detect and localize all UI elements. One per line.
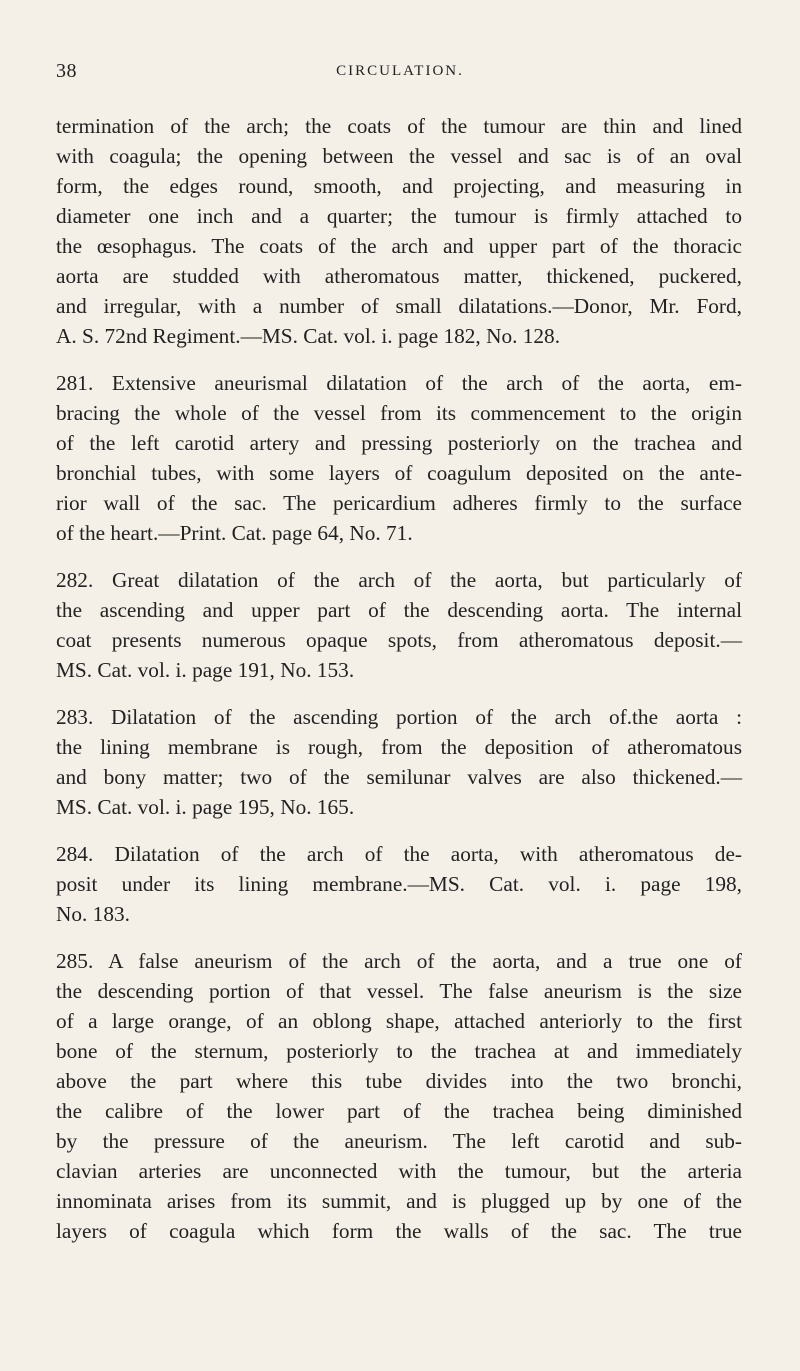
text-line: the œsophagus. The coats of the arch and upper part of the thoracic [56, 234, 742, 258]
paragraph-283 [56, 702, 742, 822]
text-line: posit under its lining membrane.—MS. Cat. vol. i. page 198, [56, 872, 742, 896]
text-line: rior wall of the sac. The pericardium adheres firmly to the surface [56, 491, 742, 515]
text-line: No. 183. [56, 902, 130, 926]
text-line: MS. Cat. vol. i. page 191, No. 153. [56, 658, 355, 682]
paragraph-282 [56, 565, 742, 685]
text-line: 282. Great dilatation of the arch of the aorta, but particularly of [56, 568, 742, 592]
text-line: of a large orange, of an oblong shape, attached anteriorly to the first [56, 1009, 742, 1033]
text-line: innominata arises from its summit, and is plugged up by one of the [56, 1189, 742, 1213]
text-line: A. S. 72nd Regiment.—MS. Cat. vol. i. page 182, No. 128. [56, 324, 561, 348]
page-body [56, 111, 742, 1246]
text-line: above the part where this tube divides into the two bronchi, [56, 1069, 742, 1093]
text-line: clavian arteries are unconnected with the tumour, but the arteria [56, 1159, 742, 1183]
text-line: bone of the sternum, posteriorly to the trachea at and immediately [56, 1039, 742, 1063]
paragraph-285 [56, 946, 742, 1246]
text-line: and irregular, with a number of small dilatations.—Donor, Mr. Ford, [56, 294, 742, 318]
text-line: coat presents numerous opaque spots, from atheromatous deposit.— [56, 628, 742, 652]
text-line: the ascending and upper part of the descending aorta. The internal [56, 598, 742, 622]
text-line: by the pressure of the aneurism. The left carotid and sub- [56, 1129, 742, 1153]
text-line: MS. Cat. vol. i. page 195, No. 165. [56, 795, 355, 819]
paragraph-281 [56, 368, 742, 548]
text-line: 285. A false aneurism of the arch of the aorta, and a true one of [56, 949, 742, 973]
text-line: the descending portion of that vessel. The false aneurism is the size [56, 979, 742, 1003]
text-line: and bony matter; two of the semilunar valves are also thickened.— [56, 765, 742, 789]
paragraph-continuation [56, 111, 742, 351]
text-line: with coagula; the opening between the vessel and sac is of an oval [56, 144, 742, 168]
text-line: bracing the whole of the vessel from its commencement to the origin [56, 401, 742, 425]
text-line: of the heart.—Print. Cat. page 64, No. 71. [56, 521, 413, 545]
text-line: bronchial tubes, with some layers of coagulum deposited on the ante- [56, 461, 742, 485]
page-header [0, 60, 800, 90]
text-line: 284. Dilatation of the arch of the aorta, with atheromatous de- [56, 842, 742, 866]
text-line: termination of the arch; the coats of the tumour are thin and lined [56, 114, 742, 138]
text-line: 281. Extensive aneurismal dilatation of the arch of the aorta, em- [56, 371, 742, 395]
text-line: the calibre of the lower part of the trachea being diminished [56, 1099, 742, 1123]
paragraph-284 [56, 839, 742, 929]
text-line: the lining membrane is rough, from the deposition of atheromatous [56, 735, 742, 759]
text-line: diameter one inch and a quarter; the tumour is firmly attached to [56, 204, 742, 228]
running-head: CIRCULATION. [336, 63, 464, 79]
text-line: of the left carotid artery and pressing posteriorly on the trachea and [56, 431, 742, 455]
text-line: form, the edges round, smooth, and projecting, and measuring in [56, 174, 742, 198]
text-line: aorta are studded with atheromatous matter, thickened, puckered, [56, 264, 742, 288]
text-line: 283. Dilatation of the ascending portion of the arch of.the aorta : [56, 705, 742, 729]
text-line: layers of coagula which form the walls of the sac. The true [56, 1219, 742, 1243]
page-number: 38 [56, 60, 77, 82]
